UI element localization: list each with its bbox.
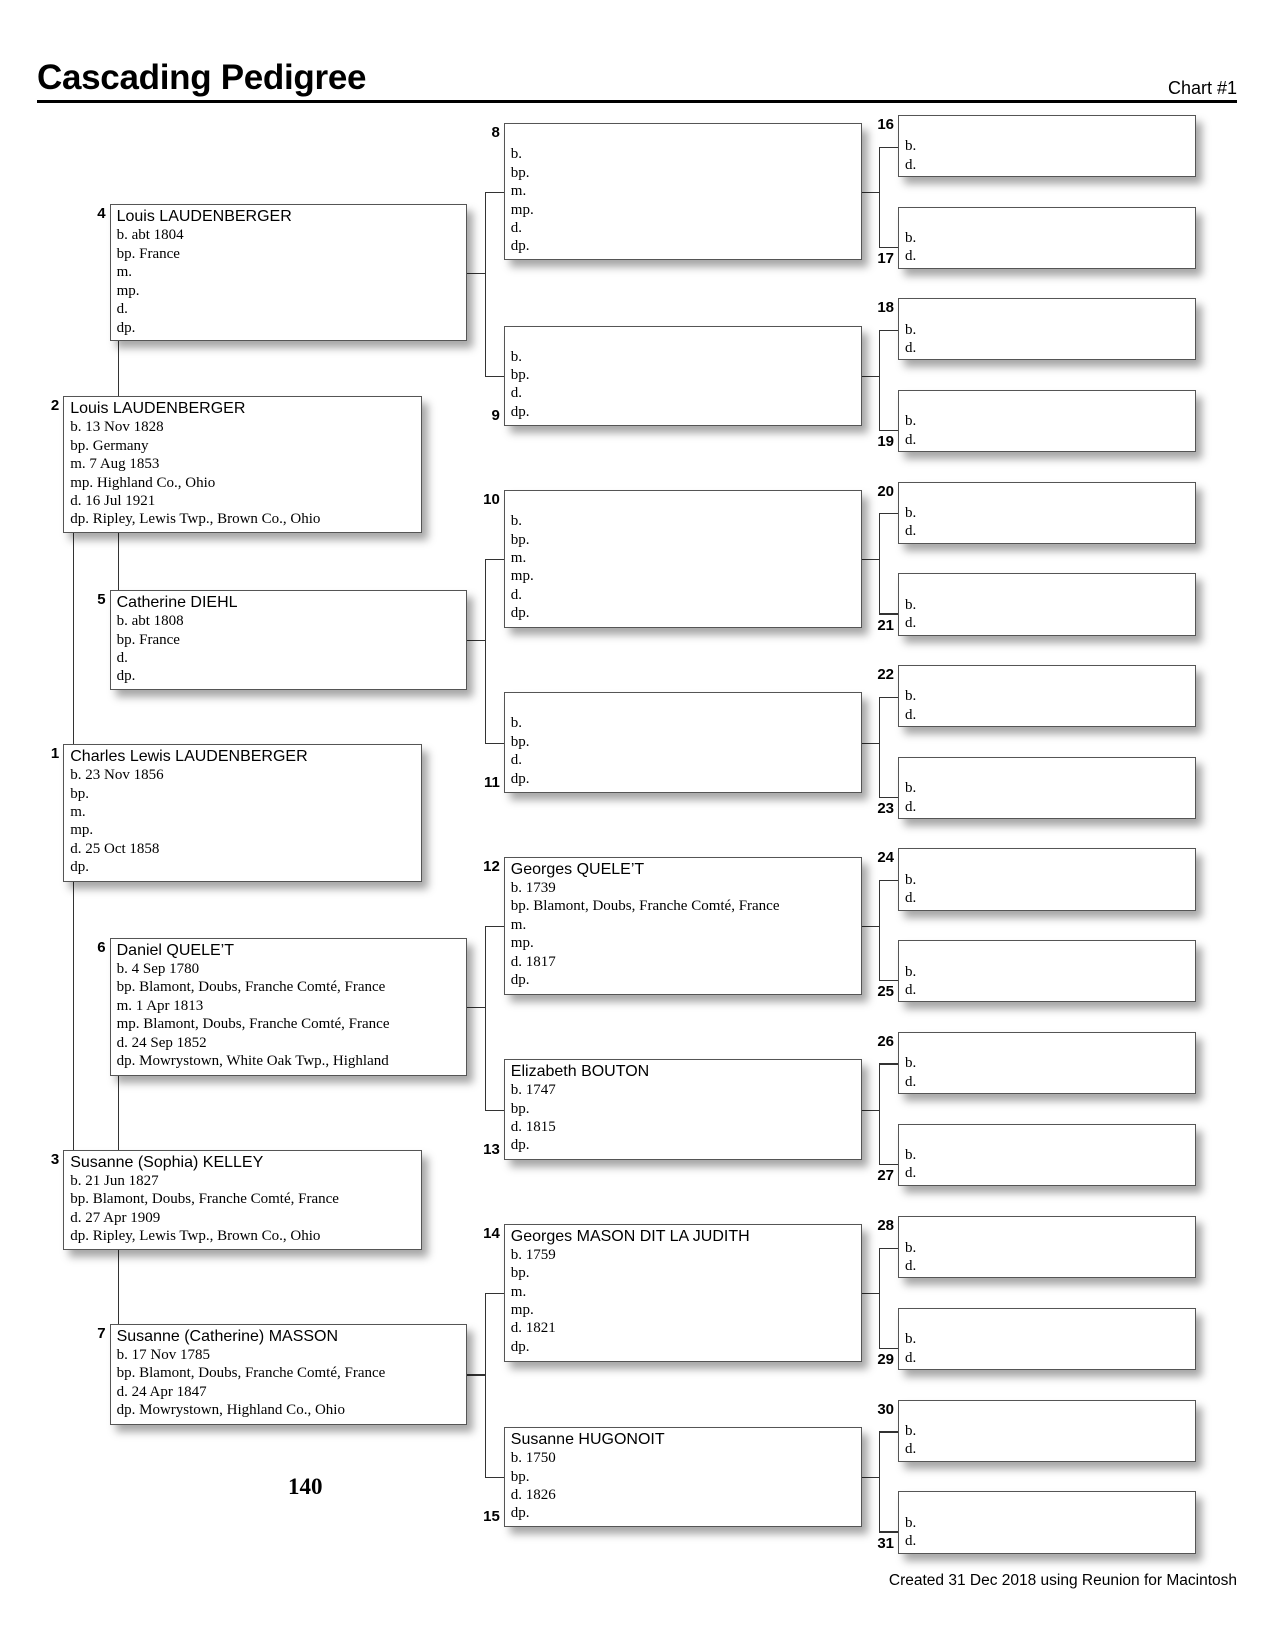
connector-line <box>879 1431 880 1531</box>
connector-line <box>879 147 898 148</box>
person-detail-line: dp. <box>510 403 530 420</box>
person-detail-line: b. <box>905 1423 917 1440</box>
person-number: 1 <box>50 745 60 763</box>
person-detail-line: mp. <box>70 822 94 839</box>
person-detail-line: b. <box>905 963 917 980</box>
person-detail-line: b. <box>905 138 917 155</box>
person-number: 29 <box>877 1351 894 1369</box>
person-detail-line: b. <box>905 1514 917 1531</box>
person-detail-line: bp. <box>510 367 530 384</box>
connector-line <box>862 559 879 560</box>
person-number: 24 <box>877 849 894 867</box>
person-detail-line: b. <box>905 321 917 338</box>
connector-line <box>118 533 119 590</box>
person-box-17[interactable] <box>898 207 1196 269</box>
connector-line <box>485 376 504 377</box>
person-detail-line: b. <box>905 1331 917 1348</box>
person-name: Charles Lewis LAUDENBERGER <box>70 748 308 766</box>
connector-line <box>879 147 880 247</box>
person-detail-line: b. <box>510 348 523 365</box>
person-detail-line: mp. Blamont, Doubs, Franche Comté, France <box>116 1016 390 1033</box>
connector-line <box>485 1293 504 1294</box>
person-detail-line: dp. <box>116 668 136 685</box>
person-detail-line: bp. France <box>116 631 180 648</box>
person-box-16[interactable] <box>898 115 1196 177</box>
person-box-7[interactable] <box>110 1324 467 1425</box>
person-detail-line: mp. <box>510 935 534 952</box>
person-box-25[interactable] <box>898 940 1196 1002</box>
person-detail-line: b. <box>905 1146 917 1163</box>
person-number: 11 <box>483 773 500 791</box>
person-name: Daniel QUELE’T <box>116 942 234 960</box>
person-name <box>511 493 861 512</box>
title-rule <box>37 100 1237 103</box>
connector-line <box>879 697 898 698</box>
person-detail-line: m. <box>70 803 86 820</box>
person-detail-line: d. <box>905 1073 917 1090</box>
person-detail-line: mp. <box>510 568 534 585</box>
person-name: Georges QUELE’T <box>510 860 645 878</box>
person-detail-line: b. abt 1804 <box>116 227 184 244</box>
connector-line <box>467 640 485 641</box>
person-number: 25 <box>877 983 894 1001</box>
person-detail-line: b. 1739 <box>510 879 556 896</box>
person-name <box>511 329 861 348</box>
person-box-30[interactable] <box>898 1400 1196 1462</box>
person-box-31[interactable] <box>898 1491 1196 1553</box>
person-detail-line: bp. France <box>116 245 180 262</box>
person-detail-line: dp. <box>70 859 89 876</box>
person-detail-line: d. 1821 <box>510 1320 556 1337</box>
person-detail-line: d. <box>905 1533 917 1550</box>
person-detail-line: m. <box>116 264 133 281</box>
connector-line <box>485 1477 504 1478</box>
person-detail-line: b. <box>905 871 917 888</box>
person-detail-line: d. <box>905 1441 917 1458</box>
person-box-21[interactable] <box>898 573 1196 635</box>
person-box-2[interactable] <box>63 396 421 533</box>
person-detail-line: bp. <box>70 785 89 802</box>
person-name: Susanne HUGONOIT <box>510 1431 665 1449</box>
person-detail-line: bp. <box>510 164 530 181</box>
connector-line <box>485 743 504 744</box>
connector-line <box>879 880 880 980</box>
person-number: 21 <box>877 616 894 634</box>
person-detail-line: b. <box>905 505 917 522</box>
connector-line <box>879 697 880 797</box>
connector-line <box>879 797 898 798</box>
person-detail-line: d. <box>116 301 128 318</box>
person-detail-line: b. 1750 <box>510 1450 556 1467</box>
person-name: Louis LAUDENBERGER <box>116 208 292 226</box>
person-detail-line: bp. Blamont, Doubs, Franche Comté, France <box>70 1191 339 1208</box>
person-detail-line: bp. <box>510 1265 530 1282</box>
person-detail-line: d. <box>905 1165 917 1182</box>
person-box-28[interactable] <box>898 1216 1196 1278</box>
person-detail-line: d. 1817 <box>510 953 556 970</box>
person-number: 30 <box>877 1400 894 1418</box>
connector-line <box>879 1348 898 1349</box>
footer-credit: Created 31 Dec 2018 using Reunion for Macintosh <box>888 1572 1237 1589</box>
connector-line <box>879 513 898 514</box>
person-detail-line: b. 21 Jun 1827 <box>70 1172 159 1189</box>
connector-line <box>862 743 879 744</box>
person-box-3[interactable] <box>63 1150 421 1250</box>
person-detail-line: d. <box>510 586 523 603</box>
connector-line <box>485 1293 486 1477</box>
connector-line <box>862 376 879 377</box>
person-detail-line: m. <box>510 1283 527 1300</box>
connector-line <box>862 192 879 193</box>
person-number: 16 <box>877 115 894 133</box>
person-box-13[interactable] <box>504 1059 862 1160</box>
person-number: 27 <box>877 1166 894 1184</box>
person-box-27[interactable] <box>898 1124 1196 1186</box>
person-detail-line: dp. <box>116 319 136 336</box>
connector-line <box>862 1477 879 1478</box>
person-name: Louis LAUDENBERGER <box>70 400 246 418</box>
person-detail-line: dp. <box>510 238 530 255</box>
person-detail-line: dp. <box>510 1505 530 1522</box>
person-detail-line: m. <box>510 549 527 566</box>
person-detail-line: d. <box>905 156 917 173</box>
person-detail-line: b. <box>510 146 523 163</box>
person-box-12[interactable] <box>504 857 862 995</box>
person-box-6[interactable] <box>110 938 467 1076</box>
person-detail-line: b. <box>905 1239 917 1256</box>
person-detail-line: d. <box>905 340 917 357</box>
person-box-5[interactable] <box>110 590 467 690</box>
person-detail-line: d. <box>905 1258 917 1275</box>
person-number: 15 <box>483 1508 500 1526</box>
person-detail-line: bp. Germany <box>70 437 149 454</box>
person-number: 4 <box>97 205 106 223</box>
person-name: Elizabeth BOUTON <box>510 1063 650 1081</box>
person-name: Georges MASON DIT LA JUDITH <box>510 1227 750 1245</box>
person-detail-line: d. <box>510 385 523 402</box>
person-number: 6 <box>97 939 106 957</box>
person-number: 23 <box>877 799 894 817</box>
person-detail-line: bp. <box>510 1468 530 1485</box>
person-box-11[interactable] <box>504 692 862 792</box>
page-number: 140 <box>288 1474 323 1499</box>
person-number: 10 <box>483 491 500 509</box>
person-detail-line: dp. Ripley, Lewis Twp., Brown Co., Ohio <box>70 511 321 528</box>
person-detail-line: d. <box>116 650 128 667</box>
connector-line <box>879 1164 898 1165</box>
person-detail-line: d. 16 Jul 1921 <box>70 492 156 509</box>
person-detail-line: bp. Blamont, Doubs, Franche Comté, France <box>510 898 780 915</box>
person-detail-line: b. 1747 <box>510 1082 556 1099</box>
person-number: 22 <box>877 666 894 684</box>
connector-line <box>879 513 880 613</box>
person-box-15[interactable] <box>504 1427 862 1527</box>
person-name: Susanne (Catherine) MASSON <box>116 1327 339 1345</box>
person-box-10[interactable] <box>504 490 862 628</box>
person-detail-line: dp. <box>510 770 530 787</box>
chart-number: Chart #1 <box>1167 78 1237 98</box>
person-box-19[interactable] <box>898 390 1196 452</box>
connector-line <box>879 613 898 614</box>
person-box-29[interactable] <box>898 1308 1196 1370</box>
person-number: 13 <box>483 1141 500 1159</box>
person-detail-line: m. 1 Apr 1813 <box>116 997 204 1014</box>
person-detail-line: d. <box>510 752 523 769</box>
person-detail-line: b. <box>510 715 523 732</box>
person-detail-line: b. <box>905 229 917 246</box>
person-detail-line: m. <box>510 916 527 933</box>
connector-line <box>879 1063 880 1163</box>
person-detail-line: mp. <box>510 201 534 218</box>
person-name <box>511 126 861 145</box>
connector-line <box>485 559 486 742</box>
person-box-23[interactable] <box>898 757 1196 819</box>
connector-line <box>485 559 504 560</box>
person-number: 5 <box>97 591 106 609</box>
person-detail-line: mp. <box>510 1301 534 1318</box>
connector-line <box>879 980 898 981</box>
connector-line <box>485 926 504 927</box>
person-detail-line: d. <box>905 890 917 907</box>
person-box-26[interactable] <box>898 1032 1196 1094</box>
person-box-22[interactable] <box>898 665 1196 727</box>
page-title: Cascading Pedigree <box>37 58 367 97</box>
connector-line <box>467 1374 485 1375</box>
person-number: 12 <box>483 857 500 875</box>
person-detail-line: d. <box>905 248 917 265</box>
person-detail-line: bp. Blamont, Doubs, Franche Comté, France <box>116 1365 386 1382</box>
connector-line <box>467 1007 485 1008</box>
person-number: 8 <box>491 124 500 142</box>
person-name: Susanne (Sophia) KELLEY <box>70 1153 264 1171</box>
person-detail-line: d. <box>905 706 917 723</box>
person-detail-line: b. <box>905 780 917 797</box>
connector-line <box>485 926 486 1110</box>
person-number: 17 <box>877 249 894 267</box>
connector-line <box>879 330 880 430</box>
person-detail-line: d. 1826 <box>510 1486 556 1503</box>
person-detail-line: b. <box>905 596 917 613</box>
person-detail-line: b. <box>905 688 917 705</box>
person-number: 7 <box>97 1324 106 1342</box>
connector-line <box>485 1110 504 1111</box>
connector-line <box>862 926 879 927</box>
person-detail-line: d. <box>905 615 917 632</box>
person-number: 26 <box>877 1032 894 1050</box>
person-detail-line: d. 1815 <box>510 1119 556 1136</box>
person-detail-line: d. <box>905 523 917 540</box>
person-number: 18 <box>877 299 894 317</box>
person-detail-line: bp. Blamont, Doubs, Franche Comté, France <box>116 979 386 996</box>
person-detail-line: d. <box>905 981 917 998</box>
person-number: 19 <box>877 433 894 451</box>
person-detail-line: d. <box>905 431 917 448</box>
connector-line <box>118 1076 119 1150</box>
connector-line <box>862 1110 879 1111</box>
person-number: 2 <box>50 397 60 415</box>
person-detail-line: d. <box>905 798 917 815</box>
person-detail-line: dp. <box>510 1338 530 1355</box>
connector-line <box>118 1250 119 1324</box>
person-number: 3 <box>50 1150 60 1168</box>
connector-line <box>879 1531 898 1532</box>
connector-line <box>467 273 485 274</box>
person-box-1[interactable] <box>63 744 421 882</box>
connector-line <box>879 880 898 881</box>
person-detail-line: b. 23 Nov 1856 <box>70 767 164 784</box>
person-detail-line: bp. <box>510 1100 530 1117</box>
person-detail-line: dp. Ripley, Lewis Twp., Brown Co., Ohio <box>70 1228 321 1245</box>
person-box-20[interactable] <box>898 482 1196 544</box>
person-detail-line: dp. <box>510 605 530 622</box>
person-box-24[interactable] <box>898 848 1196 910</box>
connector-line <box>879 1431 898 1432</box>
connector-line <box>879 330 898 331</box>
person-number: 14 <box>483 1224 500 1242</box>
person-name: Catherine DIEHL <box>116 594 238 612</box>
person-detail-line: b. 13 Nov 1828 <box>70 419 164 436</box>
connector-line <box>879 1248 880 1348</box>
person-box-4[interactable] <box>110 204 467 341</box>
person-detail-line: b. <box>905 413 917 430</box>
person-detail-line: b. 17 Nov 1785 <box>116 1346 210 1363</box>
person-detail-line: b. <box>510 513 523 530</box>
person-box-14[interactable] <box>504 1224 862 1362</box>
connector-line <box>879 430 898 431</box>
person-number: 9 <box>491 406 500 424</box>
person-detail-line: m. 7 Aug 1853 <box>70 456 160 473</box>
person-box-9[interactable] <box>504 326 862 426</box>
person-detail-line: b. abt 1808 <box>116 613 184 630</box>
connector-line <box>485 192 486 376</box>
person-detail-line: d. 27 Apr 1909 <box>70 1209 161 1226</box>
person-detail-line: bp. <box>510 531 530 548</box>
person-detail-line: m. <box>510 183 527 200</box>
person-detail-line: mp. <box>116 282 140 299</box>
person-detail-line: d. <box>510 219 523 236</box>
connector-line <box>485 192 504 193</box>
person-detail-line: d. 24 Apr 1847 <box>116 1383 207 1400</box>
person-detail-line: d. 24 Sep 1852 <box>116 1034 207 1051</box>
connector-line <box>879 247 898 248</box>
person-detail-line: d. 25 Oct 1858 <box>70 840 160 857</box>
person-box-8[interactable] <box>504 123 862 260</box>
person-detail-line: dp. Mowrystown, Highland Co., Ohio <box>116 1402 345 1419</box>
connector-line <box>879 1063 898 1064</box>
person-detail-line: b. 1759 <box>510 1246 556 1263</box>
person-detail-line: b. <box>905 1055 917 1072</box>
person-detail-line: d. <box>905 1349 917 1366</box>
person-number: 31 <box>877 1534 894 1552</box>
person-detail-line: mp. Highland Co., Ohio <box>70 474 216 491</box>
person-detail-line: bp. <box>510 733 530 750</box>
person-number: 28 <box>877 1217 894 1235</box>
connector-line <box>862 1293 879 1294</box>
person-name <box>511 695 861 714</box>
person-detail-line: dp. Mowrystown, White Oak Twp., Highland <box>116 1053 389 1070</box>
person-detail-line: dp. <box>510 971 530 988</box>
person-box-18[interactable] <box>898 298 1196 360</box>
connector-line <box>879 1248 898 1249</box>
person-detail-line: dp. <box>510 1137 530 1154</box>
person-detail-line: b. 4 Sep 1780 <box>116 961 200 978</box>
connector-line <box>118 341 119 396</box>
person-number: 20 <box>877 482 894 500</box>
